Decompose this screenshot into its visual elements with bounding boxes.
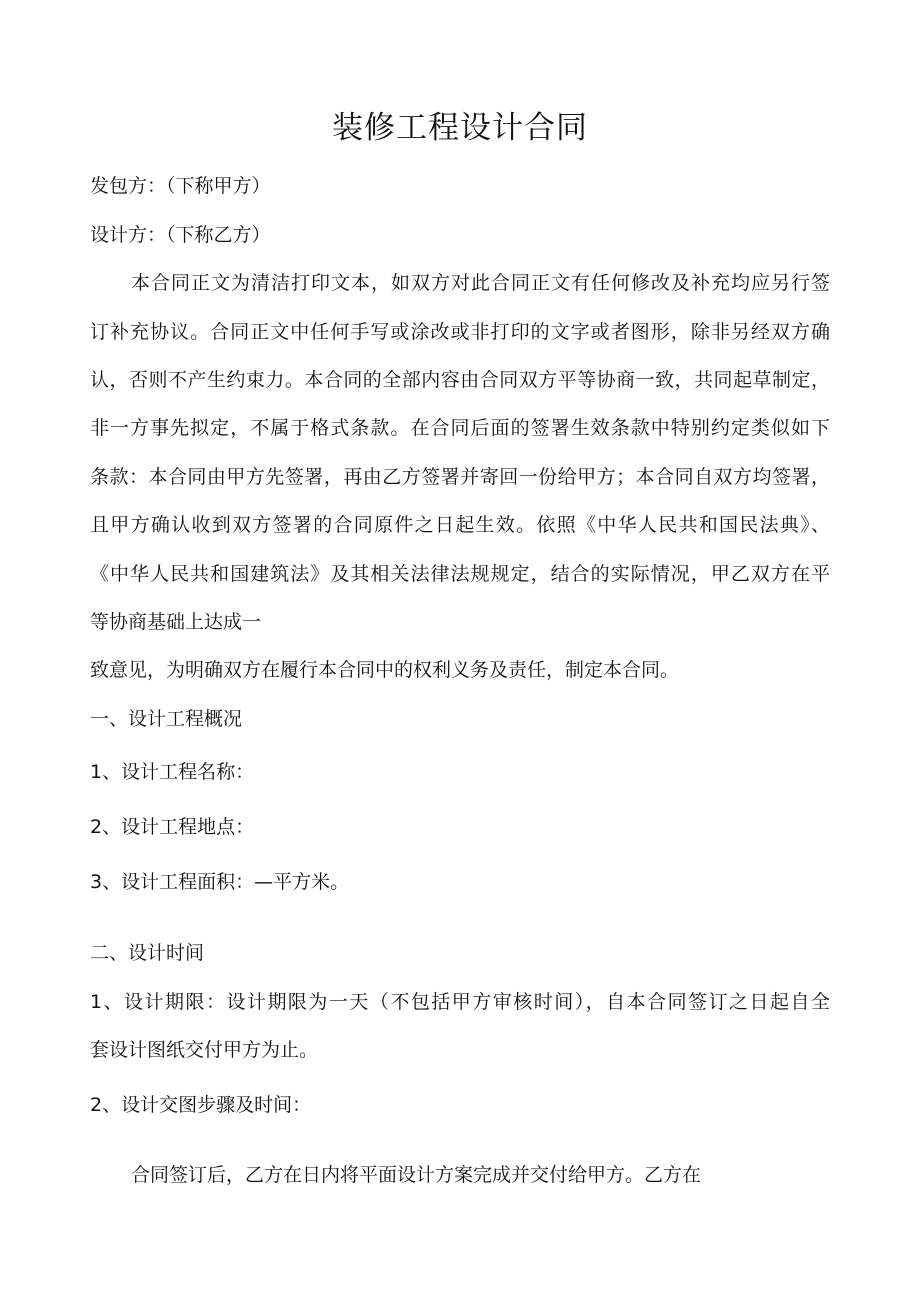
design-steps-detail-line: 合同签订后，乙方在日内将平面设计方案完成并交付给甲方。乙方在 [131, 1164, 702, 1186]
project-location-line: 2、设计工程地点： [90, 816, 255, 838]
design-steps-line: 2、设计交图步骤及时间： [90, 1094, 312, 1116]
preamble-line-4: 非一方事先拟定，不属于格式条款。在合同后面的签署生效条款中特别约定类似如下 [90, 417, 830, 439]
party-a-line: 发包方：（下称甲方） [90, 175, 271, 197]
document-title: 装修工程设计合同 [332, 110, 588, 146]
design-period-line-1: 1、设计期限：设计期限为一天（不包括甲方审核时间），自本合同签订之日起自全 [90, 991, 830, 1013]
project-area-line: 3、设计工程面积：—平方米。 [90, 871, 350, 893]
preamble-line-1: 本合同正文为清洁打印文本，如双方对此合同正文有任何修改及补充均应另行签 [131, 272, 830, 294]
preamble-line-9: 致意见，为明确双方在履行本合同中的权利义务及责任，制定本合同。 [90, 659, 680, 681]
project-name-line: 1、设计工程名称： [90, 761, 255, 783]
preamble-line-3: 认，否则不产生约束力。本合同的全部内容由合同双方平等协商一致，共同起草制定， [90, 369, 830, 391]
design-period-line-2: 套设计图纸交付甲方为止。 [90, 1039, 319, 1061]
preamble-line-7: 《中华人民共和国建筑法》及其相关法律法规规定，结合的实际情况，甲乙双方在平 [90, 563, 830, 585]
preamble-line-8: 等协商基础上达成一 [90, 611, 262, 633]
section-2-heading: 二、设计时间 [90, 942, 205, 964]
section-1-heading: 一、设计工程概况 [90, 708, 243, 730]
preamble-line-5: 条款：本合同由甲方先签署，再由乙方签署并寄回一份给甲方；本合同自双方均签署， [90, 466, 830, 488]
party-b-line: 设计方：（下称乙方） [90, 224, 271, 246]
preamble-line-2: 订补充协议。合同正文中任何手写或涂改或非打印的文字或者图形，除非另经双方确 [90, 321, 830, 343]
preamble-line-6: 且甲方确认收到双方签署的合同原件之日起生效。依照《中华人民共和国民法典》、 [90, 514, 830, 536]
